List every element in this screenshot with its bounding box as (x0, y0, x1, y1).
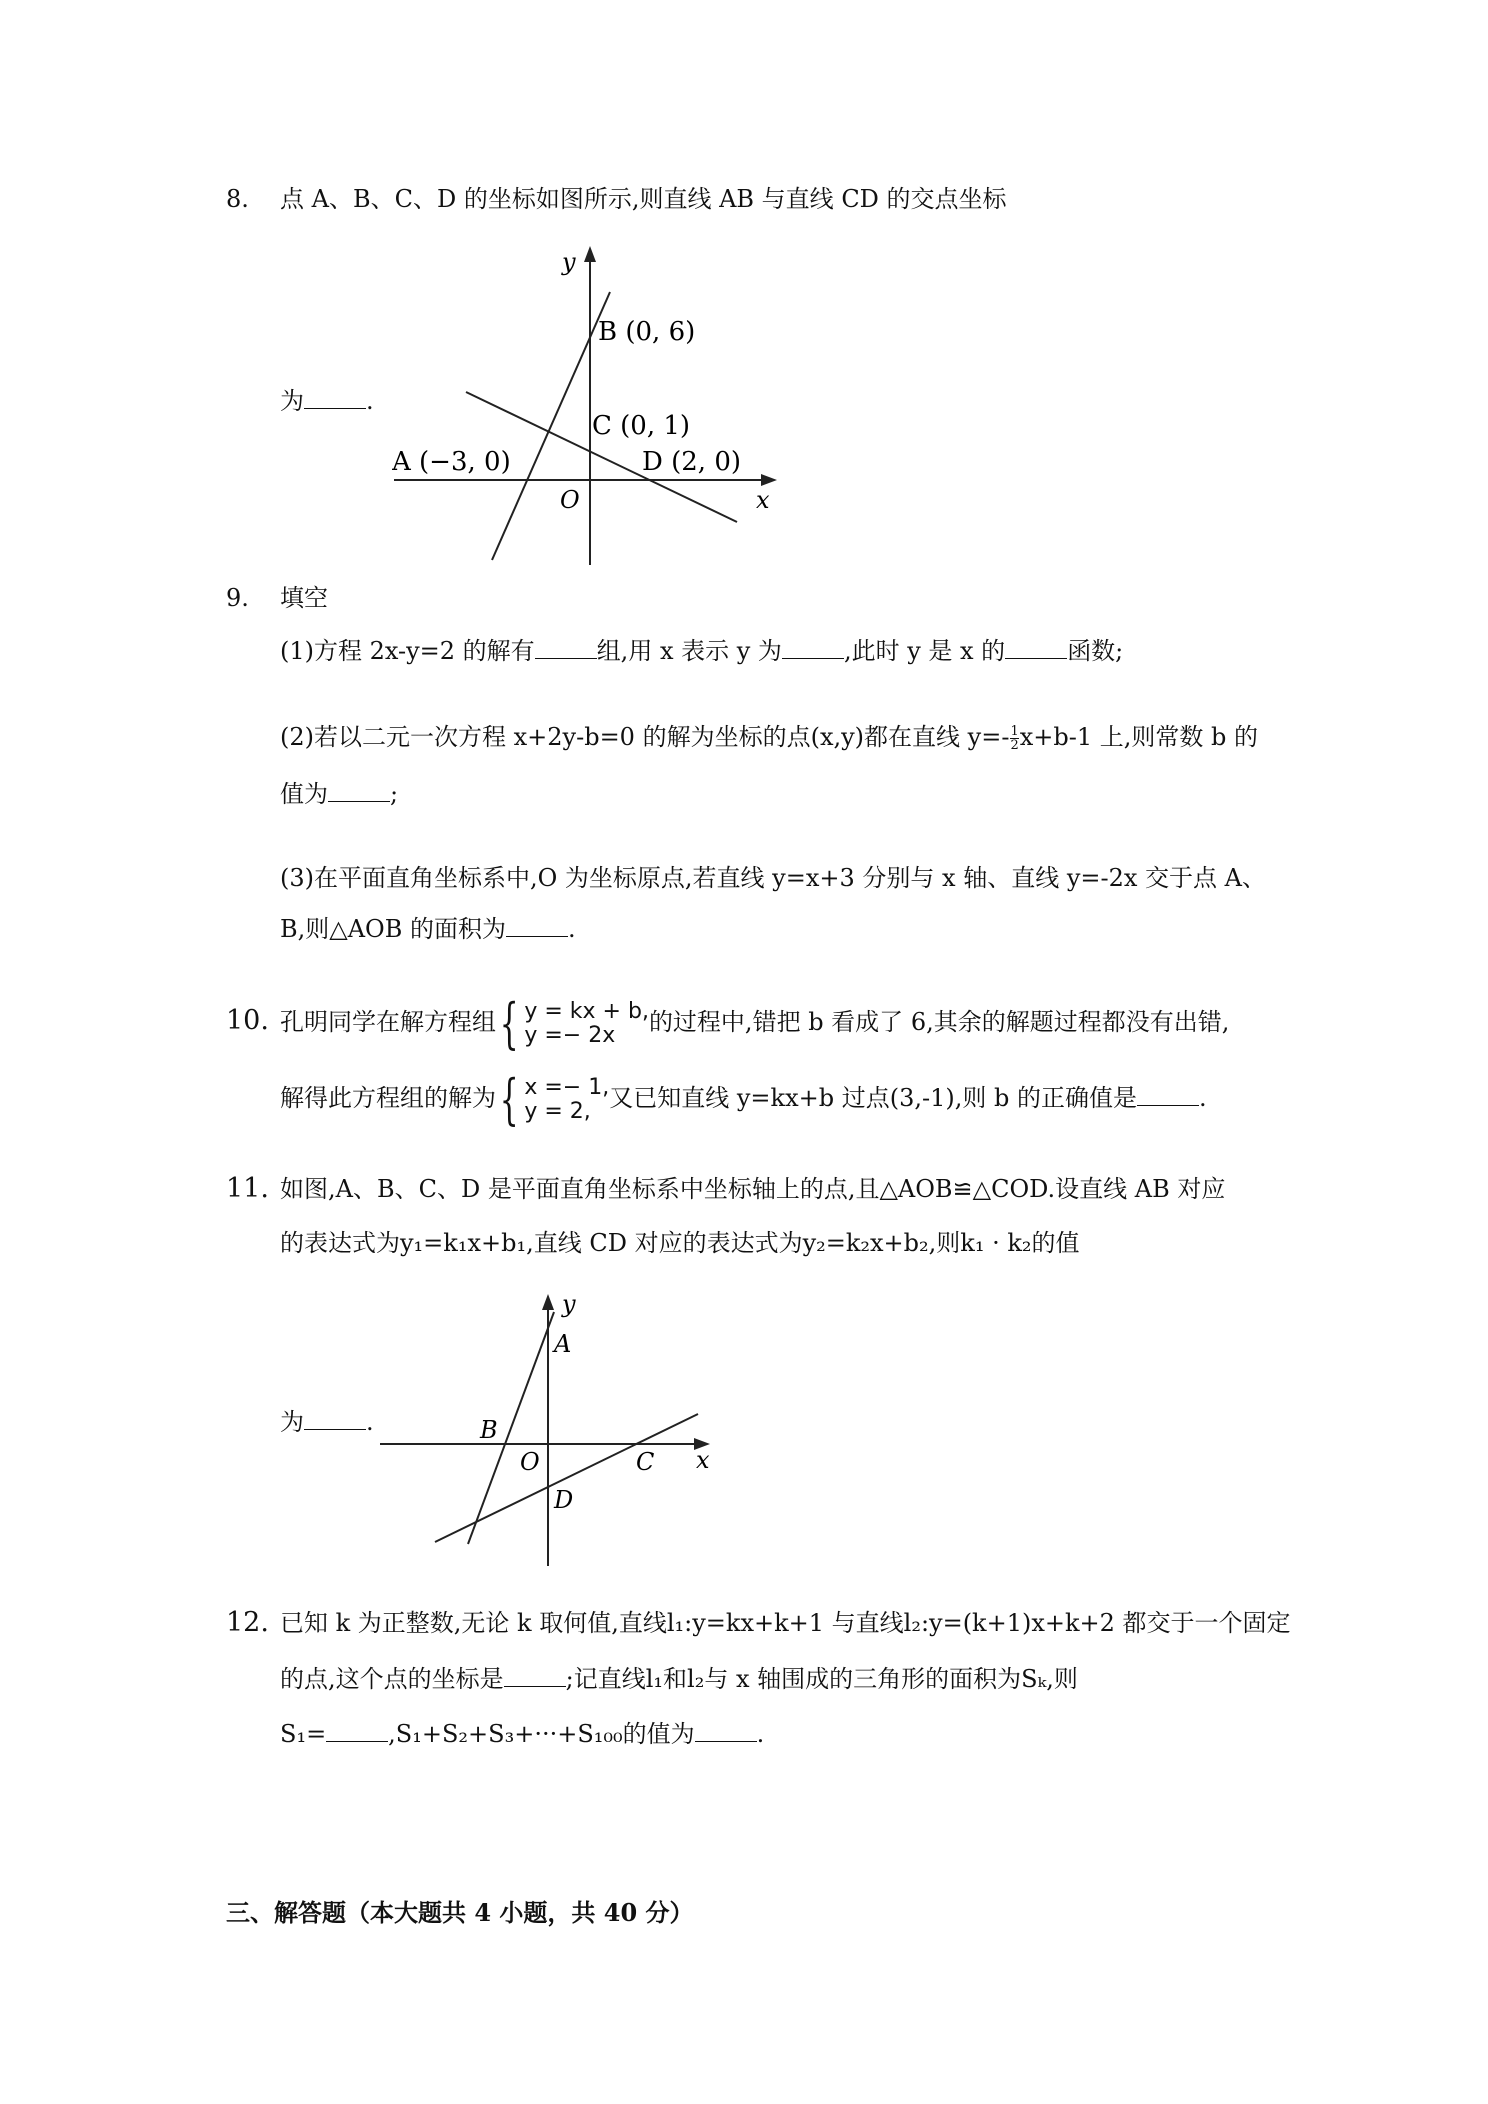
q8-point-a-label: A (−3, 0) (392, 447, 511, 477)
q11-y-arrow-icon (542, 1294, 554, 1310)
q11-answer-suffix: . (366, 1408, 374, 1436)
q8-x-label: x (756, 486, 770, 514)
q8-figure (392, 240, 792, 570)
q8-answer-line (280, 384, 374, 416)
q9-part2-line1 (280, 722, 1258, 752)
q11-point-d-label: D (554, 1486, 574, 1514)
q8-origin-label: O (560, 486, 580, 514)
q12-line2 (280, 1662, 1078, 1694)
q9-p1-blank-1[interactable] (535, 634, 597, 659)
q11-origin-label: O (520, 1448, 540, 1476)
q9-p1-text-a: (1)方程 2x-y=2 的解有 (280, 637, 535, 665)
q12-line2-text-b: ;记直线l₁和l₂与 x 轴围成的三角形的面积为Sₖ,则 (565, 1665, 1078, 1693)
q8-point-b-label: B (0, 6) (598, 317, 696, 347)
q8-answer-prefix: 为 (280, 387, 304, 415)
q9-p1-blank-2[interactable] (782, 634, 844, 659)
q11-figure (380, 1290, 730, 1570)
q9-p3-blank[interactable] (506, 912, 568, 937)
q9-p2-frac-den: 2 (1010, 738, 1019, 753)
q12-number: 12. (226, 1607, 269, 1638)
q9-p1-text-d: 函数; (1067, 637, 1124, 665)
q8-answer-blank[interactable] (304, 384, 366, 409)
q12-line3-text-b: ,S₁+S₂+S₃+···+S₁₀₀的值为 (388, 1720, 695, 1748)
q11-answer-prefix: 为 (280, 1408, 304, 1436)
q12-blank-1[interactable] (504, 1662, 566, 1687)
q12-blank-3[interactable] (695, 1717, 757, 1742)
q12-line3-text-c: . (756, 1720, 765, 1748)
q10-line2-text-a: 解得此方程组的解为 (280, 1084, 496, 1112)
q12-line1: 已知 k 为正整数,无论 k 取何值,直线l₁:y=kx+k+1 与直线l₂:y=(k+1)x+k+2 都交于一个固定 (280, 1609, 1291, 1637)
q10-line1 (280, 991, 1230, 1055)
q11-line-cd (435, 1414, 698, 1542)
q9-p1-text-b: 组,用 x 表示 y 为 (596, 637, 782, 665)
q9-p2-text-a: (2)若以二元一次方程 x+2y-b=0 的解为坐标的点(x,y)都在直线 y=- (280, 723, 1010, 751)
q9-part1 (280, 634, 1123, 666)
q10-system-1 (524, 1000, 649, 1048)
q12-line2-text-a: 的点,这个点的坐标是 (280, 1665, 504, 1693)
q9-part2-line2 (280, 777, 398, 809)
q9-p2-blank[interactable] (328, 777, 390, 802)
q9-number: 9. (226, 584, 249, 612)
q11-point-a-label: A (554, 1330, 572, 1358)
q10-system-2-row-1: x =− 1, (524, 1074, 610, 1100)
q9-p2-fraction (1010, 725, 1018, 752)
q8-point-c-label: C (0, 1) (592, 411, 691, 441)
q12-blank-2[interactable] (326, 1717, 388, 1742)
q9-p2-text-b: x+b-1 上,则常数 b 的 (1019, 723, 1258, 751)
q9-p2-text-c: 值为 (280, 780, 328, 808)
q8-number: 8. (226, 185, 249, 213)
q9-part3-line2 (280, 912, 576, 944)
q9-title: 填空 (280, 584, 328, 612)
q8-text: 点 A、B、C、D 的坐标如图所示,则直线 AB 与直线 CD 的交点坐标 (280, 185, 1007, 213)
q12-line3-text-a: S₁= (280, 1720, 327, 1748)
q9-part3-line1: (3)在平面直角坐标系中,O 为坐标原点,若直线 y=x+3 分别与 x 轴、直线 y=-2x 交于点 A、 (280, 864, 1266, 892)
q10-line1-text-a: 孔明同学在解方程组 (280, 1008, 496, 1036)
q9-p2-text-d: ; (390, 780, 399, 808)
q11-line1: 如图,A、B、C、D 是平面直角坐标系中坐标轴上的点,且△AOB≌△COD.设直线 AB 对应 (280, 1175, 1226, 1203)
q10-system-2 (524, 1076, 609, 1124)
q9-p3-text-a: B,则△AOB 的面积为 (280, 915, 506, 943)
q9-p1-text-c: ,此时 y 是 x 的 (843, 637, 1006, 665)
q8-answer-suffix: . (366, 387, 374, 415)
q11-answer-blank[interactable] (304, 1405, 366, 1430)
q9-p1-blank-3[interactable] (1005, 634, 1067, 659)
q8-y-arrow-icon (584, 246, 596, 262)
q10-answer-blank[interactable] (1137, 1081, 1199, 1106)
q11-y-label: y (562, 1290, 576, 1318)
q8-point-d-label: D (2, 0) (642, 447, 742, 477)
q10-number: 10. (226, 1005, 269, 1036)
q10-line2-text-b: 又已知直线 y=kx+b 过点(3,-1),则 b 的正确值是 (609, 1084, 1137, 1112)
q11-number: 11. (226, 1173, 269, 1204)
q8-y-label: y (562, 248, 576, 276)
q11-line2: 的表达式为y₁=k₁x+b₁,直线 CD 对应的表达式为y₂=k₂x+b₂,则k₁ · k₂的值 (280, 1229, 1080, 1257)
q8-x-arrow-icon (761, 474, 777, 486)
q10-line2-end: . (1198, 1084, 1207, 1112)
q10-brace-2: { (499, 1067, 519, 1131)
section-3-heading: 三、解答题（本大题共 4 小题，共 40 分） (226, 1898, 694, 1927)
q10-system-2-row-2: y = 2, (524, 1098, 591, 1124)
q9-p3-text-b: . (568, 915, 576, 943)
q11-x-label: x (696, 1446, 710, 1474)
q10-line2 (280, 1067, 1207, 1131)
q10-system-1-row-1: y = kx + b, (524, 998, 649, 1024)
q11-point-b-label: B (480, 1416, 498, 1444)
q10-brace-1: { (499, 991, 519, 1055)
q9-p2-frac-num: 1 (1010, 724, 1019, 739)
q10-system-1-row-2: y =− 2x (524, 1022, 616, 1048)
q12-line3 (280, 1717, 764, 1749)
q10-line1-text-b: 的过程中,错把 b 看成了 6,其余的解题过程都没有出错, (648, 1008, 1230, 1036)
q11-point-c-label: C (636, 1448, 655, 1476)
q11-answer-line (280, 1405, 374, 1437)
